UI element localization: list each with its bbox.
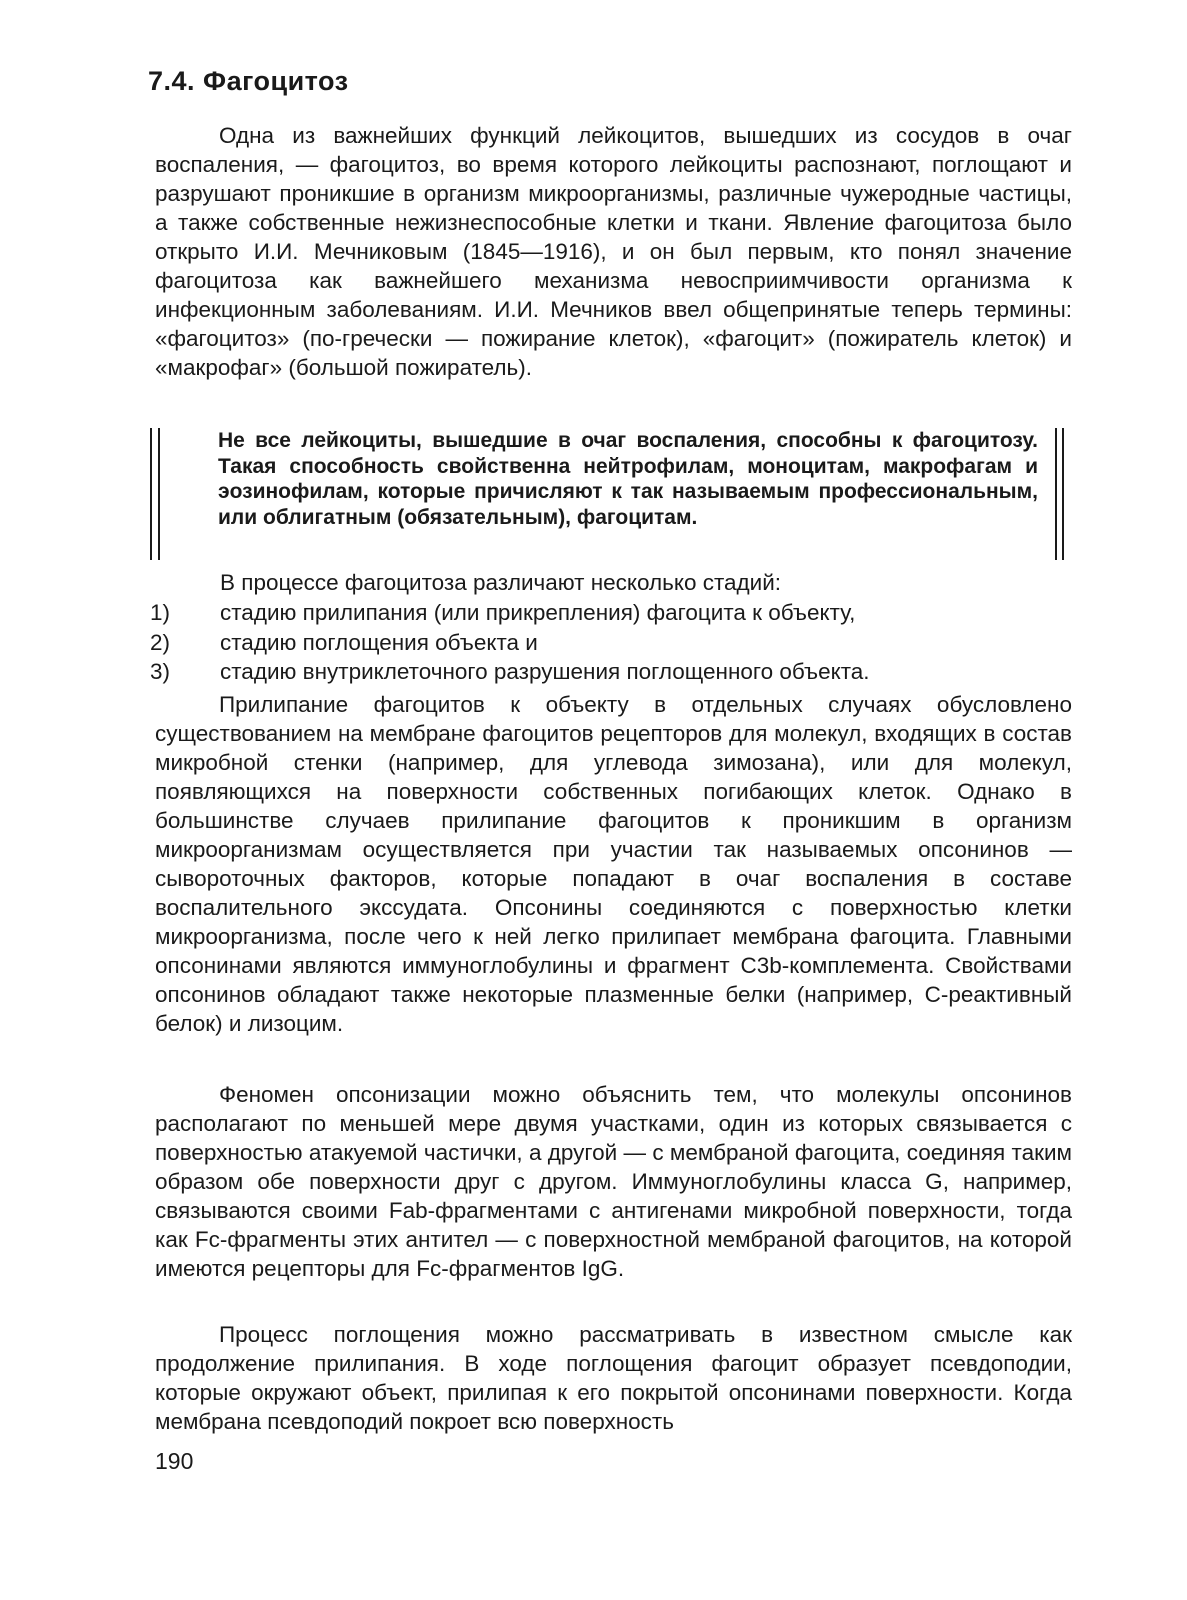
stage-number: 3) [150,659,171,684]
paragraph-engulfment: Процесс поглощения можно рассматривать в известном смысле как продолжение прилипания. В ходе поглощения фагоцит образует псевдоподии, которые окружают объект, прилипая к его покрытой опсонинами поверхности. Когда мембрана псевдоподий покроет всю поверхность [155,1322,1072,1434]
stages-intro: В процессе фагоцитоза различают несколько стадий: [220,570,782,595]
stage-number: 2) [150,629,171,655]
note-right-bar-inner [1055,428,1057,560]
section-title: 7.4. Фагоцитоз [148,66,349,96]
page-number: 190 [155,1448,194,1474]
note-left-bar-inner [158,428,160,560]
stage-number: 1) [150,600,171,625]
stage-item [150,657,870,687]
paragraph-phagocytosis-intro: Одна из важнейших функций лейкоцитов, вышедших из сосудов в очаг воспаления, — фагоцитоз, во время которого лейкоциты распознают, поглощают и разрушают проникшие в организм микроорганизмы, различные чужеродные частицы, а также собственные нежизнеспособные клетки и ткани. Явление фагоцитоза было открыто И.И. Мечниковым (1845—1916), и он был первым, кто понял значение фагоцитоза как важнейшего механизма невосприимчивости организма к инфекционным заболеваниям. И.И. Мечников ввел общепринятые теперь термины: «фагоцитоз» (по-гречески — пожирание клеток), «фагоцит» (пожиратель клеток) и «макрофаг» (большой пожиратель). [155,123,1072,380]
stage-item [150,598,870,628]
stage-text: стадию внутриклеточного разрушения поглощенного объекта. [220,659,870,684]
note-left-bar [150,428,152,560]
stage-text: стадию поглощения объекта и [220,629,538,655]
paragraph-adhesion: Прилипание фагоцитов к объекту в отдельных случаях обусловлено существованием на мембране фагоцитов рецепторов для молекул, входящих в состав микробной стенки (например, для углевода зимозана), или для молекул, появляющихся на поверхности собственных погибающих клеток. Однако в большинстве случаев прилипание фагоцитов к проникшим в организм микроорганизмам осуществляется при участии так называемых опсонинов — сывороточных факторов, которые попадают в очаг воспаления в составе воспалительного экссудата. Опсонины соединяются с поверхностью клетки микроорганизма, после чего к ней легко прилипает мембрана фагоцита. Главными опсонинами являются иммуноглобулины и фрагмент C3b-комплемента. Свойствами опсонинов обладают также некоторые плазменные белки (например, С-реактивный белок) и лизоцим. [155,692,1072,1036]
stage-item [150,628,870,658]
highlight-note-text: Не все лейкоциты, вышедшие в очаг воспаления, способны к фагоцитозу. Такая способность свойственна нейтрофилам, моноцитам, макрофагам и эозинофилам, которые причисляют к так называемым профессиональным, или облигатным (обязательным), фагоцитам. [218,429,1038,529]
stage-text: стадию прилипания (или прикрепления) фагоцита к объекту, [220,600,856,625]
note-right-bar [1062,428,1064,560]
highlight-note-block [150,428,1072,560]
stages-list [150,598,870,687]
paragraph-opsonization: Феномен опсонизации можно объяснить тем, что молекулы опсонинов располагают по меньшей мере двумя участками, один из которых связывается с поверхностью атакуемой частички, а другой — с мембраной фагоцита, соединяя таким образом обе поверхности друг с другом. Иммуноглобулины класса G, например, связываются своими Fab-фрагментами с антигенами микробной поверхности, тогда как Fc-фрагменты этих антител — с поверхностной мембраной фагоцитов, на которой имеются рецепторы для Fc-фрагментов IgG. [155,1082,1072,1281]
